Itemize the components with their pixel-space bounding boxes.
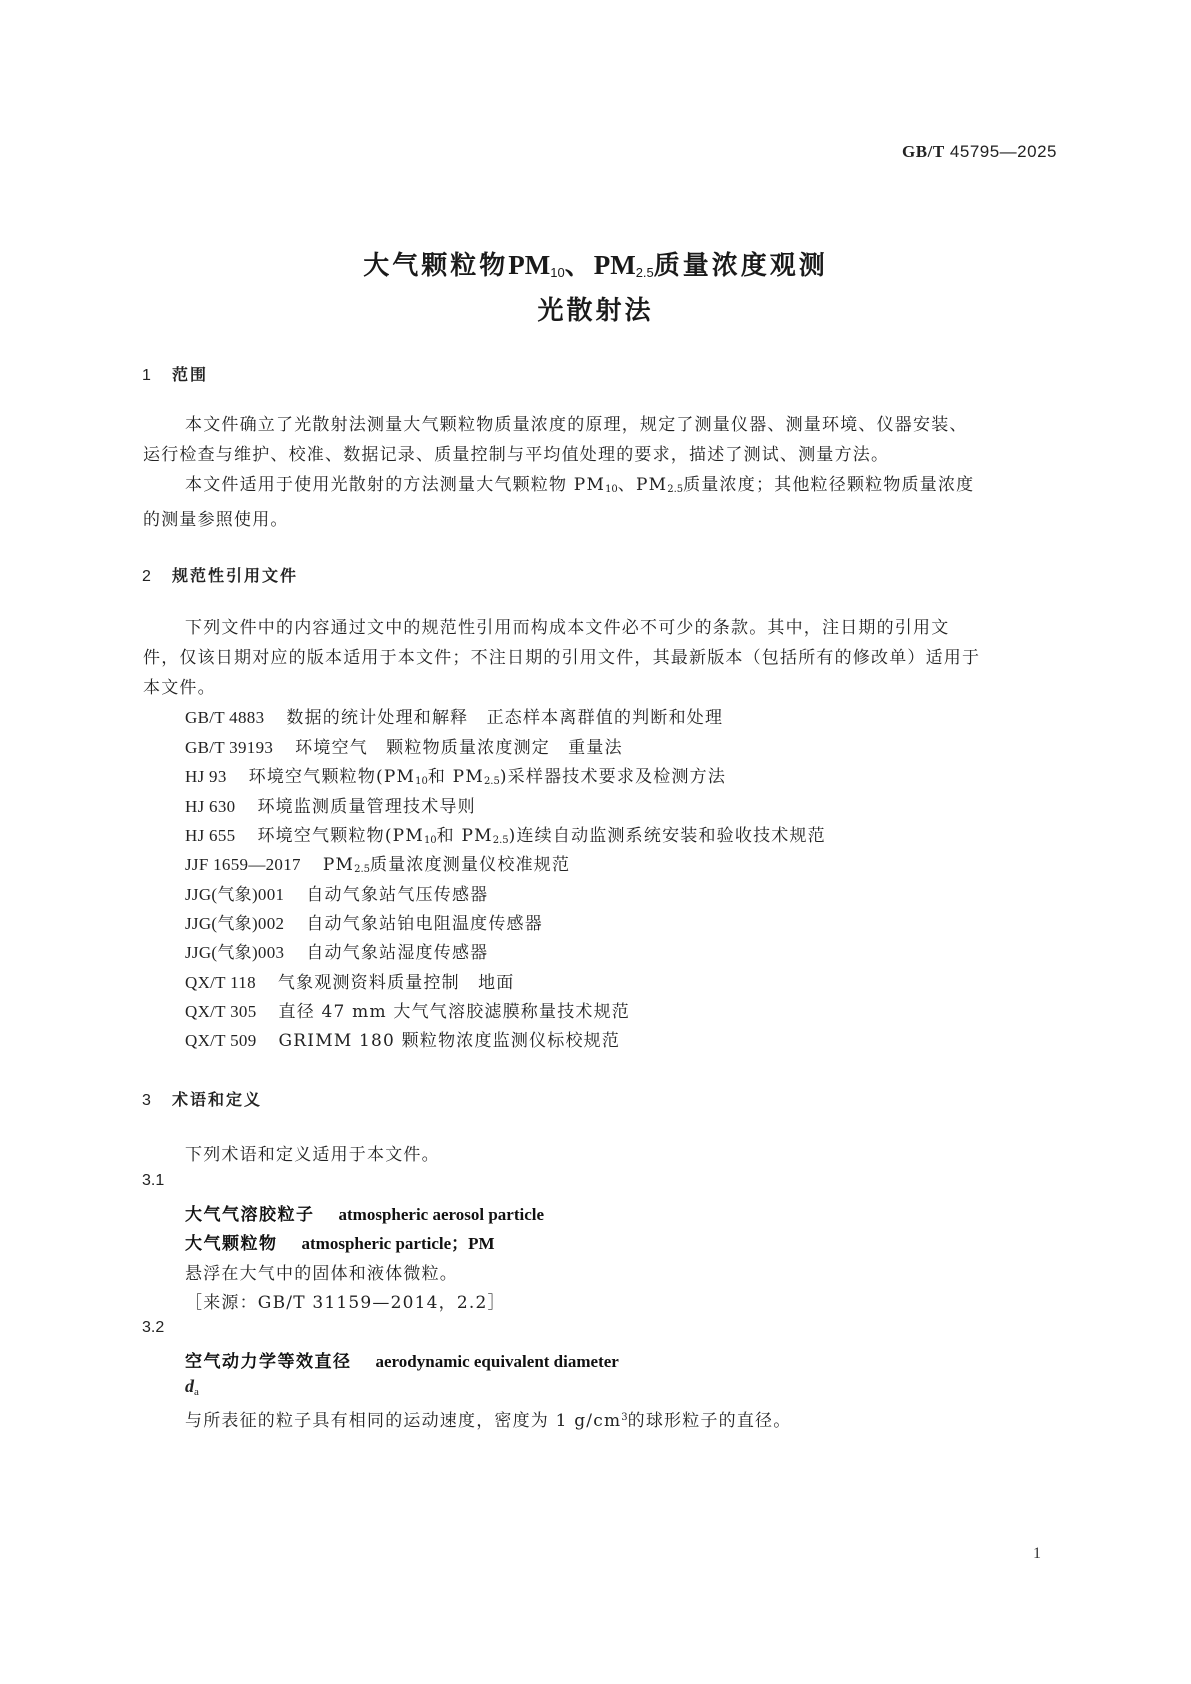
reference-code: GB/T 39193 (185, 738, 274, 757)
reference-title: PM (322, 855, 355, 875)
section-title: 范围 (172, 365, 209, 384)
title-text-1: 大气颗粒物 (363, 251, 509, 281)
section-number: 3 (142, 1092, 151, 1109)
section-title: 规范性引用文件 (172, 566, 299, 585)
reference-code: GB/T 4883 (185, 708, 265, 727)
title-text-2: 质量浓度观测 (653, 251, 828, 281)
subscript: 10 (415, 776, 428, 787)
symbol-subscript: a (194, 1386, 199, 1398)
reference-code: QX/T 509 (185, 1031, 257, 1050)
subscript: 2.5 (667, 484, 684, 495)
page-number: 1 (1033, 1545, 1041, 1562)
section-3-heading (142, 1087, 262, 1110)
reference-code: JJG(气象)003 (185, 943, 285, 962)
definition-text: 与所表征的粒子具有相同的运动速度，密度为 1 g/cm (185, 1411, 622, 1431)
paragraph-line: 件，仅该日期对应的版本适用于本文件；不注日期的引用文件，其最新版本（包括所有的修改单）适用于 (143, 648, 981, 668)
term-english: atmospheric particle；PM (301, 1234, 495, 1253)
subscript: 10 (423, 835, 437, 846)
reference-item (185, 938, 488, 963)
reference-title: 气象观测资料质量控制 地面 (277, 973, 515, 993)
section-number: 1 (142, 367, 151, 384)
title-sub-25: 2.5 (635, 265, 654, 280)
reference-title: GRIMM 180 颗粒物浓度监测仪标校规范 (278, 1031, 621, 1051)
subscript: 10 (605, 484, 618, 495)
reference-item (185, 909, 543, 934)
reference-item (185, 968, 514, 993)
clause-number: 3.1 (142, 1172, 165, 1189)
subscript: 2.5 (354, 864, 370, 875)
definition-text: 的球形粒子的直径。 (627, 1411, 792, 1431)
paragraph-text: 质量浓度；其他粒径颗粒物质量浓度 (683, 475, 975, 495)
reference-title: 和 PM (436, 826, 493, 846)
reference-code: JJF 1659—2017 (185, 855, 301, 874)
paragraph-line: 本文件确立了光散射法测量大气颗粒物质量浓度的原理，规定了测量仪器、测量环境、仪器安装、 (185, 415, 968, 435)
term-entry (185, 1229, 495, 1254)
reference-item (185, 1026, 620, 1051)
reference-title: 环境空气 颗粒物质量浓度测定 重量法 (295, 738, 623, 758)
title-pm-2: PM (593, 250, 636, 280)
reference-code: JJG(气象)002 (185, 914, 285, 933)
reference-item (185, 762, 726, 787)
section-2-intro (143, 613, 1063, 703)
section-title: 术语和定义 (172, 1090, 263, 1109)
standard-number: 45795—2025 (949, 142, 1057, 161)
document-subtitle: 光散射法 (537, 296, 654, 326)
paragraph-line: 的测量参照使用。 (143, 510, 289, 530)
reference-title: 质量浓度测量仪校准规范 (370, 855, 571, 875)
title-separator: 、 (564, 251, 594, 281)
term-definition: 悬浮在大气中的固体和液体微粒。 (185, 1264, 458, 1284)
term-entry (185, 1347, 619, 1372)
reference-code: HJ 630 (185, 797, 236, 816)
reference-code: QX/T 305 (185, 1002, 257, 1021)
paragraph-text: 、PM (617, 475, 668, 495)
term-definition (185, 1406, 791, 1431)
term-source: ［来源：GB/T 31159—2014，2.2］ (185, 1293, 506, 1313)
reference-title: 环境空气颗粒物(PM (257, 826, 424, 846)
term-chinese: 空气动力学等效直径 (185, 1352, 352, 1372)
paragraph-text: 本文件适用于使用光散射的方法测量大气颗粒物 PM (185, 475, 606, 495)
section-3-intro: 下列术语和定义适用于本文件。 (185, 1145, 440, 1165)
term-symbol (185, 1376, 199, 1398)
reference-item (185, 997, 630, 1022)
reference-item (185, 703, 723, 728)
reference-title: 直径 47 mm 大气气溶胶滤膜称量技术规范 (278, 1002, 630, 1022)
term-chinese: 大气颗粒物 (185, 1234, 278, 1254)
title-pm-1: PM (508, 250, 551, 280)
subscript: 2.5 (483, 776, 500, 787)
standard-prefix: GB/T (902, 142, 945, 161)
paragraph-line: 运行检查与维护、校准、数据记录、质量控制与平均值处理的要求，描述了测试、测量方法。 (143, 445, 890, 465)
reference-title: )采样器技术要求及检测方法 (499, 767, 727, 787)
reference-item (185, 850, 570, 875)
reference-title: 自动气象站铂电阻温度传感器 (306, 914, 543, 934)
paragraph-line: 本文件。 (143, 678, 216, 698)
reference-item (185, 733, 623, 758)
clause-number: 3.2 (142, 1319, 165, 1336)
term-chinese: 大气气溶胶粒子 (185, 1205, 315, 1225)
reference-title: 自动气象站湿度传感器 (306, 943, 489, 963)
standard-code (902, 142, 1057, 162)
reference-title: 自动气象站气压传感器 (306, 885, 489, 905)
term-english: atmospheric aerosol particle (338, 1205, 545, 1224)
section-1-paragraph-1 (143, 410, 1063, 470)
subscript: 2.5 (492, 835, 509, 846)
section-1-heading (142, 362, 208, 385)
document-title (0, 245, 1191, 282)
reference-code: QX/T 118 (185, 973, 256, 992)
section-1-paragraph-2 (143, 470, 1063, 535)
symbol-letter: d (185, 1376, 194, 1396)
title-sub-10: 10 (550, 265, 565, 280)
section-2-heading (142, 563, 298, 586)
reference-title: )连续自动监测系统安装和验收技术规范 (508, 826, 826, 846)
reference-item (185, 880, 488, 905)
paragraph-line: 下列文件中的内容通过文中的规范性引用而构成本文件必不可少的条款。其中，注日期的引用文 (185, 618, 950, 638)
reference-title: 环境监测质量管理技术导则 (257, 797, 476, 817)
reference-item (185, 792, 476, 817)
term-english: aerodynamic equivalent diameter (375, 1352, 619, 1371)
term-entry (185, 1200, 544, 1225)
reference-item (185, 821, 826, 846)
reference-title: 数据的统计处理和解释 正态样本离群值的判断和处理 (286, 708, 724, 728)
reference-title: 和 PM (427, 767, 484, 787)
reference-code: HJ 93 (185, 767, 227, 786)
section-number: 2 (142, 568, 151, 585)
reference-title: 环境空气颗粒物(PM (248, 767, 416, 787)
superscript: 3 (621, 1412, 628, 1423)
reference-code: HJ 655 (185, 826, 236, 845)
reference-code: JJG(气象)001 (185, 885, 285, 904)
